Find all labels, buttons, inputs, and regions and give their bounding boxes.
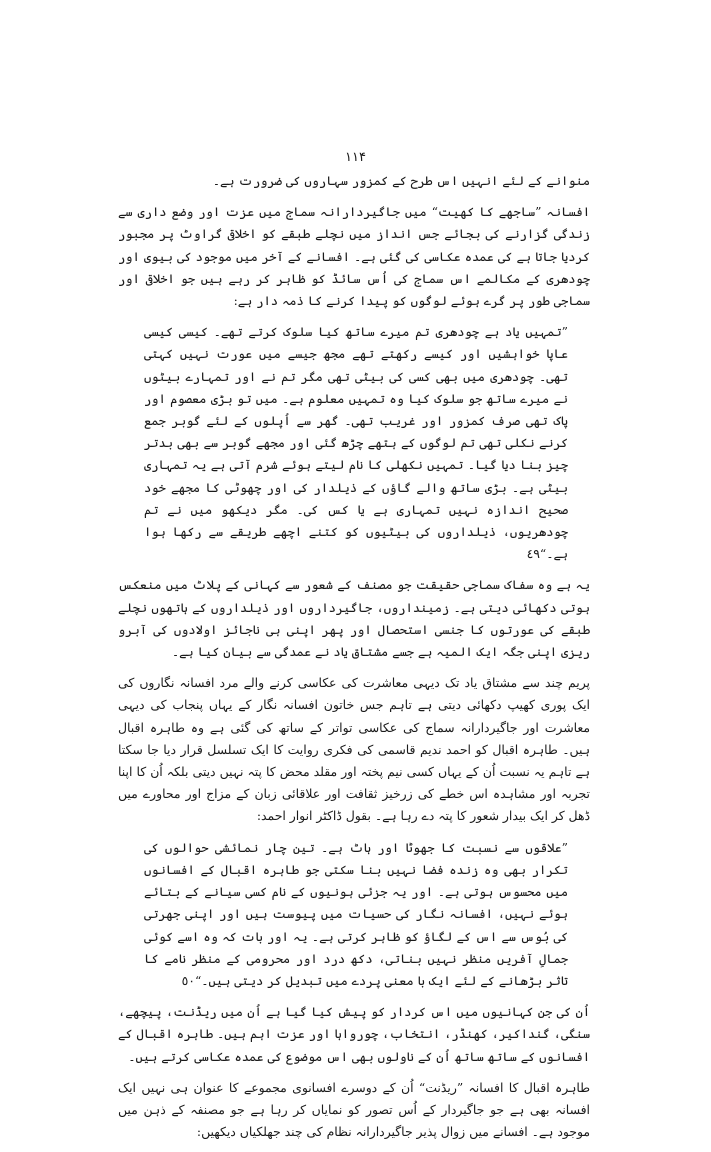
paragraph: پریم چند سے مشتاق یاد تک دیہی معاشرت کی عکاسی کرنے والے مرد افسانہ نگاروں کی ایک پوری کھیپ دکھائی دیتی ہے تاہم جس خاتون افسانہ نگار کے یہاں پنجاب کی دیہی معاشرت اور جاگیردارانہ سماج کی عکاسی تواتر کے ساتھ کی گئی ہے وہ طاہرہ اقبال ہیں۔ طاہرہ اقبال کو احمد ندیم قاسمی کی فکری روایت کا ایک تسلسل قرار دیا جا سکتا ہے تاہم یہ نسبت اُن کے یہاں کسی نیم پختہ اور مقلد محض کا پتہ نہیں دیتی بلکہ اُن کا اپنا تجربہ اور مشاہدہ اس خطے کی زرخیز ثقافت اور علاقائی زبان کے مزاج اور محاورے میں ڈھل کر ایک بیدار شعور کا پتہ دے رہا ہے۔ بقول ڈاکٹر انوار احمد:: [118, 675, 590, 824]
paragraph: افسانہ ”ساجھے کا کھیت“ میں جاگیردارانہ سماج میں عزت اور وضع داری سے زندگی گزارنے کی بجائے جس انداز میں نچلے طبقے کو اخلاقی گراوٹ پر مجبور کردیا جاتا ہے کی عمدہ عکاسی کی گئی ہے۔ افسانے کے آخر میں موجود کی بیوی اور چودھری کے مکالمے اس سماج کی اُس سائڈ کو ظاہر کر رہے ہیں جو اخلاقی اور سماجی طور پر گرے ہوئے لوگوں کو پیدا کرنے کا ذمہ دار ہے:: [118, 204, 590, 309]
paragraph: یہ ہے وہ سفاک سماجی حقیقت جو مصنف کے شعور سے کہانی کے پلاٹ میں منعکس ہوتی دکھائی دیتی ہے۔ زمینداروں، جاگیرداروں اور ذیلداروں کے ہاتھوں نچلے طبقے کی عورتوں کا جنسی استحصال اور پھر اپنی ہی ناجائز اولادوں کی آبرو ریزی اپنی جگہ ایک المیہ ہے جسے مشتاق یاد نے عمدگی سے بیان کیا ہے۔: [118, 577, 590, 660]
paragraph: اُن کی جن کہانیوں میں اس کردار کو پیش کیا گیا ہے اُن میں ریڈنت، پیچھے، سنگی، گنداکیر، کھنڈر، انتخاب، چورواہا اور عزت اہم ہیں۔ طاہرہ اقبال کے افسانوں کے ساتھ ساتھ اُن کے ناولوں بھی اس موضوع کی عمدہ عکاسی کرتے ہیں۔: [118, 1004, 590, 1064]
block-quote: ”علاقوں سے نسبت کا جھوٹا اور ہاٹ ہے۔ تین چار نمائشی حوالوں کی تکرار بھی وہ زندہ فضا نہیں بنا سکتی جو طاہرہ اقبال کے افسانوں میں محسوس ہوتی ہے۔ اور یہ جزئی ہونیوں کے نام کسی سیانے کے بتائے ہوئے نہیں، افسانہ نگار کی حسیات میں پیوست ہیں اور اپنی جھرتی کی بُوس سے اس کے لگاؤ کو ظاہر کرتی ہے۔ یہ اور بات کہ وہ اسے کوئی جمالِ آفریں منظر نہیں بناتی، دکھ درد اور محرومی کے منظر نامے کا تاثر بڑھانے کے لئے ایک با معنی پردے میں تبدیل کر دیتی ہیں۔“٥٠: [144, 839, 568, 988]
paragraph: منوانے کے لئے انہیں اس طرح کے کمزور سہاروں کی ضرورت ہے۔: [212, 173, 590, 188]
body-text: [118, 170, 590, 1152]
paragraph: طاہرہ اقبال کا افسانہ ”ریڈنت“ اُن کے دوسرے افسانوی مجموعے کا عنوان ہی نہیں ایک افسانہ بھی ہے جو جاگیردار کے اُس تصور کو نمایاں کر رہا ہے جو مصنفہ کے ذہن میں موجود ہے۔ افسانے میں زوال پذیر جاگیردارانہ نظام کی چند جھلکیاں دیکھیں:: [118, 1079, 590, 1140]
page-number: ۱۱۴: [345, 150, 366, 165]
block-quote: ”تمہیں یاد ہے چودھری تم میرے ساتھ کیا سلوک کرتے تھے۔ کیسی کیسی عاپا خواہشیں اور کیسے رکھتے تھے مجھ جیسے میں عورت نہیں کہتی تھی۔ چودھری میں بھی کسی کی بیٹی تھی مگر تم نے اور تمہارے بیٹوں نے میرے ساتھ جو سلوک کیا وہ تمہیں معلوم ہے۔ میں تو بڑی معصوم اور پاک تھی صرف کمزور اور غریب تھی۔ گھر سے اُپلوں کے لئے گوبر جمع کرنے نکلی تھی تم لوگوں کے ہتھے چڑھ گئی اور مجھے گوبر سے بھی بدتر چیز بنا دیا گیا۔ تمہیں نکھلی کا نام لیتے ہوئے شرم آتی ہے یہ تمہاری بیٹی ہے۔ بڑی ساتھ والے گاؤں کے ذیلدار کی اور چھوٹی کا مجھے خود صحیح اندازہ نہیں تمہاری ہے یا کس کی۔ مگر دیکھو میں نے تم چودھریوں، ذیلداروں کی بیٹیوں کو کتنے اچھے طریقے سے رکھا ہوا ہے۔“٤٩: [144, 324, 568, 562]
